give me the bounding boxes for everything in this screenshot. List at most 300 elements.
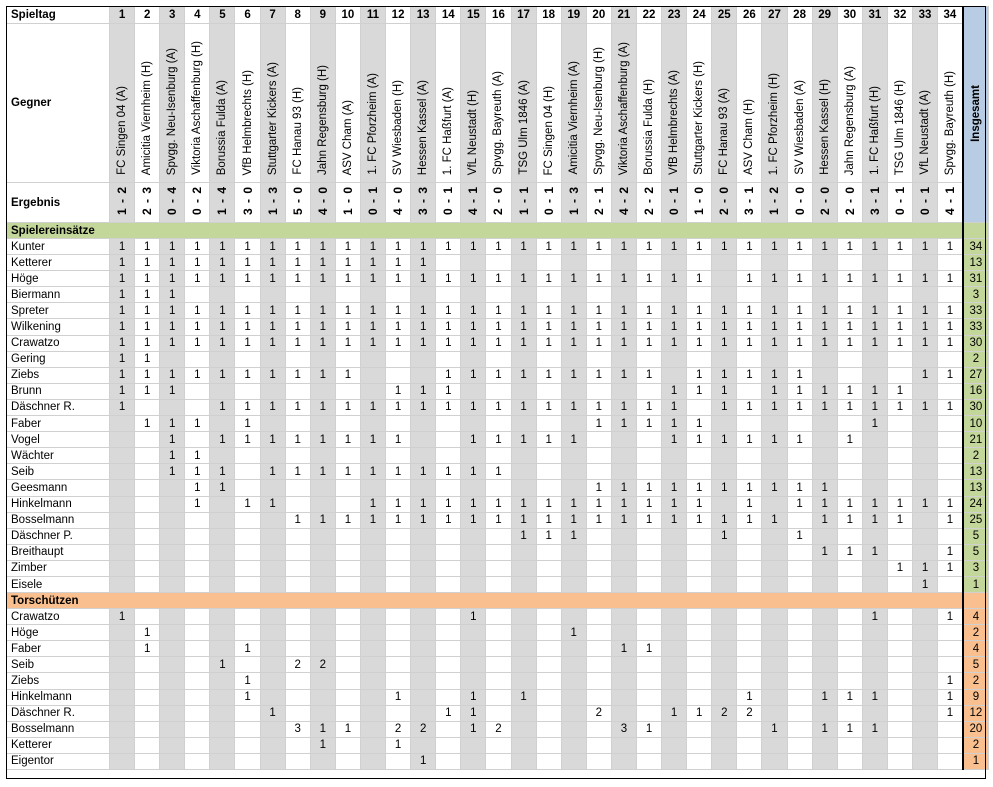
match-cell <box>210 721 235 737</box>
opponent-cell <box>887 24 912 183</box>
match-cell: 1 <box>662 383 687 399</box>
matchday-number: 24 <box>687 7 712 24</box>
match-cell: 1 <box>110 271 135 287</box>
match-cell: 1 <box>862 496 887 512</box>
match-cell <box>210 705 235 721</box>
match-cell <box>662 625 687 641</box>
result-cell <box>887 183 912 223</box>
match-cell <box>687 351 712 367</box>
match-cell <box>636 657 661 673</box>
match-cell <box>636 576 661 592</box>
match-cell: 1 <box>712 367 737 383</box>
player-total: 5 <box>963 544 989 560</box>
appearance-row <box>7 319 989 335</box>
match-cell <box>210 544 235 560</box>
match-cell: 1 <box>335 271 360 287</box>
result-score: 4 - 1 <box>466 186 481 216</box>
result-score: 4 - 0 <box>315 186 330 216</box>
opponent-name: SV Wiesbaden (H) <box>392 79 405 175</box>
match-cell <box>235 753 260 769</box>
appearance-row <box>7 480 989 496</box>
match-cell <box>511 383 536 399</box>
match-cell <box>812 367 837 383</box>
result-cell <box>486 183 511 223</box>
scorer-row <box>7 657 989 673</box>
match-cell <box>862 641 887 657</box>
match-cell <box>536 448 561 464</box>
match-cell: 1 <box>210 480 235 496</box>
match-cell <box>737 753 762 769</box>
match-cell: 1 <box>887 399 912 415</box>
match-cell <box>712 448 737 464</box>
match-cell: 1 <box>210 239 235 255</box>
player-name: Seib <box>7 657 110 673</box>
match-cell: 1 <box>360 496 385 512</box>
match-cell <box>787 753 812 769</box>
match-cell: 1 <box>185 239 210 255</box>
match-cell: 1 <box>210 271 235 287</box>
section-title: Torschützen <box>7 593 963 609</box>
match-cell <box>812 705 837 721</box>
match-cell: 1 <box>611 512 636 528</box>
match-cell <box>837 625 862 641</box>
result-score: 4 - 1 <box>942 186 957 216</box>
match-cell <box>360 528 385 544</box>
match-cell <box>762 560 787 576</box>
match-cell: 1 <box>110 239 135 255</box>
match-cell <box>511 287 536 303</box>
match-cell <box>712 287 737 303</box>
opponent-cell <box>436 24 461 183</box>
match-cell <box>611 576 636 592</box>
match-cell <box>511 351 536 367</box>
match-cell <box>636 432 661 448</box>
match-cell: 1 <box>636 239 661 255</box>
match-cell <box>712 560 737 576</box>
result-cell <box>862 183 887 223</box>
player-name: Hinkelmann <box>7 689 110 705</box>
match-cell <box>511 464 536 480</box>
matchday-number: 6 <box>235 7 260 24</box>
match-cell: 1 <box>461 721 486 737</box>
result-score: 2 - 1 <box>591 186 606 216</box>
match-cell <box>335 689 360 705</box>
match-cell: 1 <box>586 239 611 255</box>
match-cell <box>536 625 561 641</box>
match-cell <box>310 528 335 544</box>
match-cell: 1 <box>486 399 511 415</box>
match-cell <box>260 560 285 576</box>
match-cell <box>235 448 260 464</box>
match-cell <box>887 673 912 689</box>
result-cell <box>310 183 335 223</box>
match-cell: 1 <box>737 335 762 351</box>
player-name: Vogel <box>7 432 110 448</box>
appearance-row <box>7 287 989 303</box>
match-cell: 1 <box>260 319 285 335</box>
match-cell <box>436 351 461 367</box>
player-total: 5 <box>963 528 989 544</box>
result-score: 3 - 3 <box>416 186 431 216</box>
match-cell: 1 <box>285 512 310 528</box>
result-score: 2 - 0 <box>817 186 832 216</box>
match-cell <box>436 625 461 641</box>
match-cell <box>862 576 887 592</box>
match-cell <box>110 432 135 448</box>
match-cell <box>135 609 160 625</box>
match-cell: 1 <box>561 271 586 287</box>
match-cell: 1 <box>486 319 511 335</box>
match-cell <box>210 448 235 464</box>
match-cell: 1 <box>285 255 310 271</box>
player-name: Biermann <box>7 287 110 303</box>
match-cell: 1 <box>486 432 511 448</box>
match-cell <box>411 432 436 448</box>
match-cell <box>712 673 737 689</box>
match-cell <box>411 673 436 689</box>
match-cell: 1 <box>712 335 737 351</box>
match-cell: 1 <box>461 303 486 319</box>
match-cell <box>160 737 185 753</box>
match-cell <box>712 609 737 625</box>
match-cell <box>110 496 135 512</box>
match-cell <box>386 448 411 464</box>
result-score: 1 - 0 <box>692 186 707 216</box>
match-cell: 1 <box>185 496 210 512</box>
opponent-name: Spvgg. Bayreuth (H) <box>943 70 956 175</box>
match-cell: 1 <box>411 303 436 319</box>
match-cell <box>611 673 636 689</box>
match-cell <box>536 480 561 496</box>
match-cell <box>762 544 787 560</box>
match-cell: 1 <box>536 367 561 383</box>
result-cell <box>712 183 737 223</box>
match-cell: 1 <box>561 303 586 319</box>
match-cell <box>636 255 661 271</box>
match-cell: 1 <box>210 367 235 383</box>
match-cell <box>260 383 285 399</box>
match-cell: 1 <box>611 496 636 512</box>
match-cell <box>260 512 285 528</box>
result-score: 5 - 0 <box>290 186 305 216</box>
match-cell <box>386 641 411 657</box>
match-cell: 1 <box>285 432 310 448</box>
match-cell <box>310 448 335 464</box>
match-cell <box>812 448 837 464</box>
match-cell <box>360 416 385 432</box>
match-cell <box>787 705 812 721</box>
result-score: 0 - 1 <box>441 186 456 216</box>
match-cell: 1 <box>235 432 260 448</box>
match-cell: 1 <box>461 464 486 480</box>
match-cell: 1 <box>360 512 385 528</box>
match-cell <box>310 753 335 769</box>
match-cell <box>310 576 335 592</box>
matchday-number: 23 <box>662 7 687 24</box>
match-cell <box>285 625 310 641</box>
match-cell <box>486 448 511 464</box>
match-cell: 1 <box>662 303 687 319</box>
match-cell <box>938 721 963 737</box>
match-cell: 1 <box>461 496 486 512</box>
match-cell <box>285 609 310 625</box>
match-cell <box>310 641 335 657</box>
match-cell: 1 <box>461 319 486 335</box>
match-cell: 1 <box>360 303 385 319</box>
match-cell: 1 <box>335 303 360 319</box>
match-cell <box>461 737 486 753</box>
match-cell <box>436 287 461 303</box>
match-cell: 1 <box>536 239 561 255</box>
match-cell <box>687 609 712 625</box>
match-cell: 1 <box>662 512 687 528</box>
opponent-cell <box>260 24 285 183</box>
opponent-cell <box>812 24 837 183</box>
player-name: Ketterer <box>7 255 110 271</box>
match-cell <box>662 448 687 464</box>
result-cell <box>561 183 586 223</box>
match-cell: 1 <box>285 271 310 287</box>
matchday-number: 25 <box>712 7 737 24</box>
match-cell <box>360 480 385 496</box>
matchday-number: 14 <box>436 7 461 24</box>
opponent-name: VfL Neustadt (H) <box>467 89 480 175</box>
match-cell <box>135 496 160 512</box>
match-cell <box>887 367 912 383</box>
match-cell <box>160 641 185 657</box>
match-cell <box>185 528 210 544</box>
match-cell <box>110 737 135 753</box>
match-cell <box>436 641 461 657</box>
match-cell <box>536 287 561 303</box>
match-cell <box>687 721 712 737</box>
result-score: 2 - 0 <box>717 186 732 216</box>
match-cell <box>486 705 511 721</box>
match-cell <box>938 576 963 592</box>
match-cell <box>260 753 285 769</box>
result-cell <box>737 183 762 223</box>
match-cell: 1 <box>687 319 712 335</box>
result-score: 1 - 0 <box>340 186 355 216</box>
match-cell: 1 <box>335 512 360 528</box>
match-cell: 1 <box>360 335 385 351</box>
match-cell <box>662 528 687 544</box>
match-cell <box>887 255 912 271</box>
player-total: 1 <box>963 753 989 769</box>
player-total: 33 <box>963 303 989 319</box>
match-cell: 1 <box>762 432 787 448</box>
match-cell <box>662 351 687 367</box>
match-cell: 1 <box>737 480 762 496</box>
match-cell: 1 <box>812 319 837 335</box>
match-cell: 1 <box>260 367 285 383</box>
match-cell <box>285 448 310 464</box>
match-cell: 1 <box>335 721 360 737</box>
match-cell: 1 <box>938 399 963 415</box>
match-cell <box>486 480 511 496</box>
match-cell <box>812 609 837 625</box>
opponent-name: Stuttgarter Kickers (H) <box>693 61 706 175</box>
match-cell: 1 <box>386 464 411 480</box>
match-cell: 1 <box>285 367 310 383</box>
match-cell: 1 <box>636 303 661 319</box>
match-cell <box>461 448 486 464</box>
match-cell: 1 <box>160 383 185 399</box>
match-cell: 1 <box>536 512 561 528</box>
match-cell: 1 <box>561 432 586 448</box>
match-cell: 1 <box>260 432 285 448</box>
match-cell <box>887 448 912 464</box>
match-cell <box>360 657 385 673</box>
match-cell: 1 <box>712 303 737 319</box>
match-cell <box>486 657 511 673</box>
match-cell <box>737 560 762 576</box>
match-cell <box>737 416 762 432</box>
match-cell: 2 <box>486 721 511 737</box>
result-score: 2 - 3 <box>140 186 155 216</box>
match-cell <box>837 673 862 689</box>
match-cell: 1 <box>461 705 486 721</box>
player-total: 2 <box>963 448 989 464</box>
match-cell <box>335 496 360 512</box>
match-cell: 1 <box>185 448 210 464</box>
match-cell: 1 <box>762 239 787 255</box>
match-cell <box>160 657 185 673</box>
match-cell: 1 <box>310 367 335 383</box>
match-cell <box>586 383 611 399</box>
match-cell <box>887 753 912 769</box>
match-cell <box>210 609 235 625</box>
match-cell: 1 <box>360 399 385 415</box>
match-cell <box>938 641 963 657</box>
match-cell <box>436 753 461 769</box>
match-cell <box>737 625 762 641</box>
match-cell <box>913 753 938 769</box>
match-cell: 1 <box>335 319 360 335</box>
match-cell <box>787 657 812 673</box>
match-cell <box>586 625 611 641</box>
match-cell: 1 <box>837 319 862 335</box>
match-cell <box>913 351 938 367</box>
opponent-cell <box>386 24 411 183</box>
match-cell: 1 <box>110 609 135 625</box>
match-cell: 1 <box>135 416 160 432</box>
match-cell <box>360 576 385 592</box>
match-cell: 1 <box>110 351 135 367</box>
match-cell <box>913 673 938 689</box>
match-cell: 1 <box>436 512 461 528</box>
player-total: 2 <box>963 673 989 689</box>
match-cell: 1 <box>586 303 611 319</box>
match-cell <box>536 753 561 769</box>
match-cell <box>260 657 285 673</box>
result-cell <box>536 183 561 223</box>
match-cell: 1 <box>611 271 636 287</box>
match-cell: 1 <box>110 335 135 351</box>
appearance-row <box>7 399 989 415</box>
match-cell <box>787 641 812 657</box>
match-cell <box>285 496 310 512</box>
match-cell: 1 <box>285 239 310 255</box>
player-total: 5 <box>963 657 989 673</box>
match-cell <box>913 705 938 721</box>
match-cell <box>185 721 210 737</box>
match-cell: 1 <box>411 255 436 271</box>
match-cell <box>461 753 486 769</box>
match-cell <box>913 416 938 432</box>
match-cell: 1 <box>787 239 812 255</box>
match-cell: 1 <box>938 496 963 512</box>
match-cell <box>511 625 536 641</box>
match-cell: 1 <box>160 271 185 287</box>
match-cell <box>511 737 536 753</box>
match-cell <box>536 576 561 592</box>
match-cell <box>235 737 260 753</box>
match-cell <box>235 512 260 528</box>
result-cell <box>687 183 712 223</box>
matchday-number: 28 <box>787 7 812 24</box>
match-cell <box>335 705 360 721</box>
match-cell: 1 <box>913 399 938 415</box>
appearance-row <box>7 383 989 399</box>
match-cell: 1 <box>938 239 963 255</box>
match-cell <box>862 367 887 383</box>
match-cell <box>210 753 235 769</box>
match-cell <box>436 528 461 544</box>
match-cell <box>210 351 235 367</box>
player-name: Wilkening <box>7 319 110 335</box>
match-cell <box>260 673 285 689</box>
matchday-number: 16 <box>486 7 511 24</box>
match-cell <box>135 480 160 496</box>
opponent-cell <box>762 24 787 183</box>
match-cell <box>436 657 461 673</box>
match-cell: 1 <box>411 271 436 287</box>
section-header <box>7 593 989 609</box>
match-cell <box>486 255 511 271</box>
match-cell <box>360 625 385 641</box>
match-cell: 1 <box>913 367 938 383</box>
match-cell <box>913 383 938 399</box>
match-cell <box>386 705 411 721</box>
match-cell <box>787 416 812 432</box>
match-cell <box>411 705 436 721</box>
match-cell <box>862 705 887 721</box>
match-cell <box>862 464 887 480</box>
match-cell <box>285 528 310 544</box>
appearance-row <box>7 255 989 271</box>
match-cell <box>335 351 360 367</box>
match-cell: 1 <box>260 705 285 721</box>
match-cell <box>235 721 260 737</box>
match-cell: 1 <box>185 303 210 319</box>
match-cell <box>160 399 185 415</box>
match-cell: 1 <box>913 239 938 255</box>
match-cell <box>160 609 185 625</box>
match-cell <box>712 576 737 592</box>
match-cell: 1 <box>411 319 436 335</box>
player-total: 2 <box>963 351 989 367</box>
match-cell: 1 <box>787 480 812 496</box>
match-cell <box>235 576 260 592</box>
player-total: 2 <box>963 625 989 641</box>
match-cell <box>536 560 561 576</box>
match-cell <box>862 625 887 641</box>
match-cell: 1 <box>636 512 661 528</box>
player-name: Zimber <box>7 560 110 576</box>
match-cell <box>737 255 762 271</box>
match-cell: 1 <box>762 367 787 383</box>
